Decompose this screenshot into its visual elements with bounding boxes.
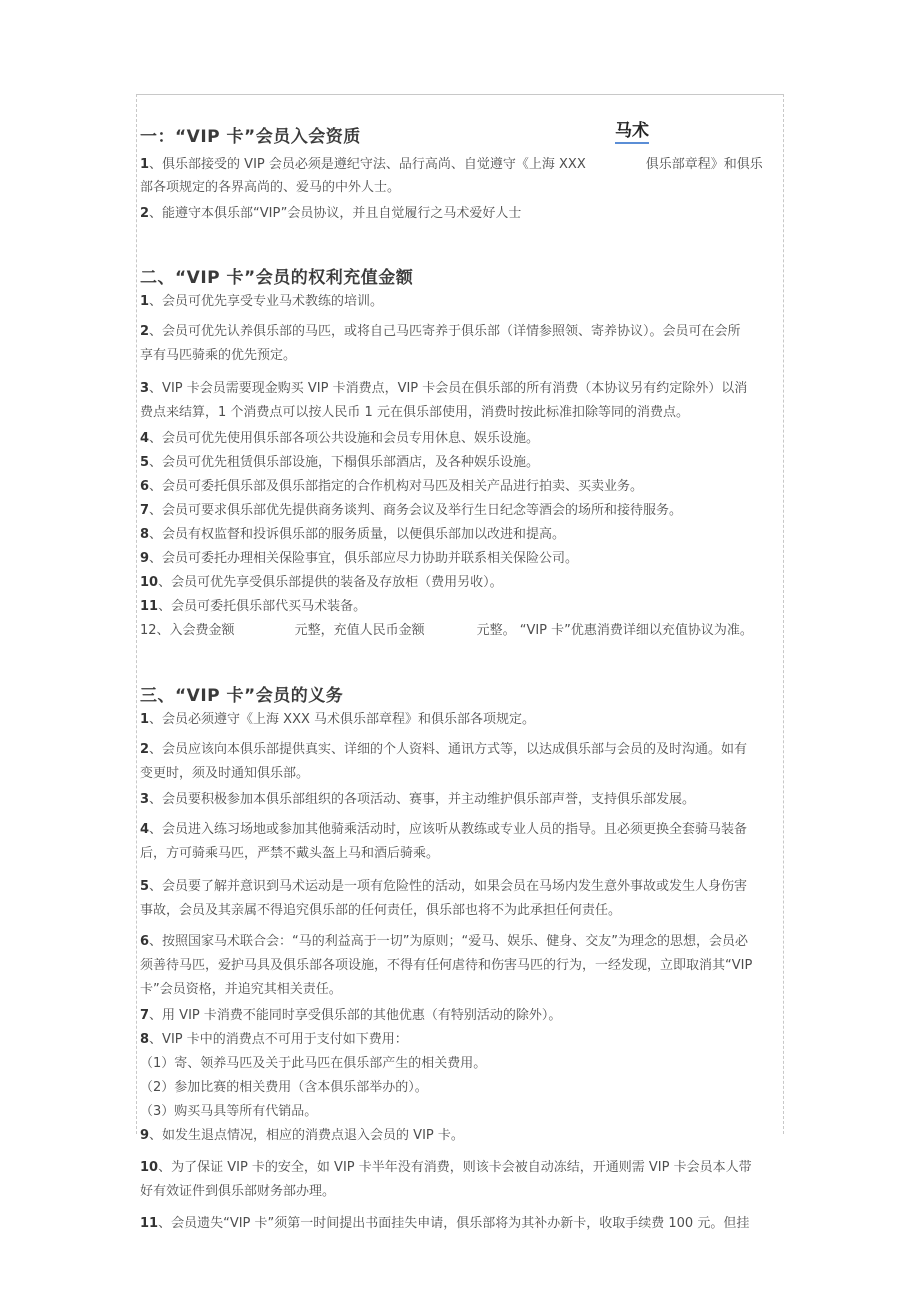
paragraph-line xyxy=(140,595,788,619)
paragraph-line xyxy=(140,930,788,954)
paragraph-line xyxy=(140,1052,788,1076)
line-text: 、会员可优先租赁俱乐部设施，下榻俱乐部酒店，及各种娱乐设施。 xyxy=(149,455,540,470)
paragraph-line xyxy=(140,1028,788,1052)
line-text: 、会员可委托办理相关保险事宜，俱乐部应尽力协助并联系相关保险公司。 xyxy=(149,551,579,566)
paragraph-line xyxy=(140,842,788,866)
line-text: 、会员遗失“VIP 卡”须第一时间提出书面挂失申请，俱乐部将为其补办新卡，收取手续费 100 元。但挂 xyxy=(158,1216,750,1231)
paragraph-line xyxy=(140,708,788,732)
paragraph-line xyxy=(140,427,788,451)
item-number: 6 xyxy=(140,479,150,494)
item-number: 5 xyxy=(140,879,150,894)
paragraph-line xyxy=(140,499,788,523)
item-number: 10 xyxy=(140,1160,159,1175)
item-number: 9 xyxy=(140,551,150,566)
paragraph-line xyxy=(140,762,788,786)
item-number: 1 xyxy=(140,157,150,172)
section-title: 二、“VIP 卡”会员的权利充值金额 xyxy=(140,268,414,288)
line-text: （3）购买马具等所有代销品。 xyxy=(140,1104,318,1119)
line-text: 、俱乐部接受的 VIP 会员必须是遵纪守法、品行高尚、自觉遵守《上海 XXX xyxy=(149,157,586,172)
line-text: 、会员要积极参加本俱乐部组织的各项活动、赛事，并主动维护俱乐部声誉，支持俱乐部发展。 xyxy=(149,792,696,807)
paragraph-line xyxy=(140,1100,788,1124)
item-number: 11 xyxy=(140,599,159,614)
paragraph-line xyxy=(140,290,788,314)
line-text: 俱乐部章程》和俱乐 xyxy=(645,157,763,172)
line-text: 元整。 “VIP 卡”优惠消费详细以充值协议为准。 xyxy=(476,623,753,638)
item-number: 1 xyxy=(140,294,150,309)
item-number: 12 xyxy=(140,623,157,638)
paragraph-line xyxy=(140,875,788,899)
item-number: 3 xyxy=(140,381,150,396)
line-text: （1）寄、领养马匹及关于此马匹在俱乐部产生的相关费用。 xyxy=(140,1056,487,1071)
item-number: 2 xyxy=(140,206,150,221)
line-text: 变更时，须及时通知俱乐部。 xyxy=(140,766,310,781)
line-text: 、VIP 卡中的消费点不可用于支付如下费用： xyxy=(149,1032,408,1047)
line-text: 、会员可委托俱乐部代买马术装备。 xyxy=(158,599,367,614)
line-text: 、会员可优先享受专业马术教练的培训。 xyxy=(149,294,384,309)
paragraph-line xyxy=(140,523,788,547)
line-text: 部各项规定的各界高尚的、爱马的中外人士。 xyxy=(140,180,401,195)
paragraph-line xyxy=(140,1156,788,1180)
paragraph-line xyxy=(140,344,788,368)
line-text: （2）参加比赛的相关费用（含本俱乐部举办的）。 xyxy=(140,1080,428,1095)
line-text: 、会员必须遵守《上海 XXX 马术俱乐部章程》和俱乐部各项规定。 xyxy=(149,712,536,727)
paragraph-line xyxy=(140,738,788,762)
line-text: 费点来结算，1 个消费点可以按人民币 1 元在俱乐部使用，消费时按此标准扣除等同的消费点。 xyxy=(140,405,689,420)
line-text: 、VIP 卡会员需要现金购买 VIP 卡消费点，VIP 卡会员在俱乐部的所有消费（本协议另有约定除外）以消 xyxy=(149,381,748,396)
paragraph-line xyxy=(140,899,788,923)
line-text: 、能遵守本俱乐部“VIP”会员协议，并且自觉履行之马术爱好人士 xyxy=(149,206,522,221)
paragraph-line xyxy=(140,978,788,1002)
line-text: 须善待马匹，爱护马具及俱乐部各项设施，不得有任何虐待和伤害马匹的行为，一经发现，立即取消其“VIP xyxy=(140,958,753,973)
paragraph-line xyxy=(140,202,788,226)
item-number: 5 xyxy=(140,455,150,470)
paragraph-line xyxy=(140,818,788,842)
paragraph-line xyxy=(140,1124,788,1148)
item-number: 7 xyxy=(140,503,150,518)
paragraph-line xyxy=(140,547,788,571)
line-text: 、会员可优先使用俱乐部各项公共设施和会员专用休息、娱乐设施。 xyxy=(149,431,540,446)
item-number: 6 xyxy=(140,934,150,949)
line-text: 事故，会员及其亲属不得追究俱乐部的任何责任，俱乐部也将不为此承担任何责任。 xyxy=(140,903,622,918)
paragraph-line xyxy=(140,153,788,177)
line-text: 、会员可委托俱乐部及俱乐部指定的合作机构对马匹及相关产品进行拍卖、买卖业务。 xyxy=(149,479,644,494)
line-text: 、如发生退点情况，相应的消费点退入会员的 VIP 卡。 xyxy=(149,1128,464,1143)
item-number: 8 xyxy=(140,1032,150,1047)
paragraph-line xyxy=(140,1180,788,1204)
brand-title: 马术 xyxy=(615,120,649,144)
item-number: 11 xyxy=(140,1216,159,1231)
paragraph-line xyxy=(140,377,788,401)
item-number: 4 xyxy=(140,431,150,446)
item-number: 9 xyxy=(140,1128,150,1143)
paragraph-line xyxy=(140,401,788,425)
paragraph-line xyxy=(140,1212,788,1236)
paragraph-line xyxy=(140,571,788,595)
paragraph-line xyxy=(140,176,788,200)
line-text: 享有马匹骑乘的优先预定。 xyxy=(140,348,297,363)
line-text: 、用 VIP 卡消费不能同时享受俱乐部的其他优惠（有特别活动的除外）。 xyxy=(149,1008,562,1023)
section-title: 三、“VIP 卡”会员的义务 xyxy=(140,686,344,706)
item-number: 3 xyxy=(140,792,150,807)
item-number: 8 xyxy=(140,527,150,542)
line-text: 、会员进入练习场地或参加其他骑乘活动时，应该听从教练或专业人员的指导。且必须更换全套骑马装备 xyxy=(149,822,748,837)
line-text: 卡”会员资格，并追究其相关责任。 xyxy=(140,982,342,997)
section-title: 一：“VIP 卡”会员入会资质 xyxy=(140,127,361,147)
line-text: 、会员有权监督和投诉俱乐部的服务质量，以便俱乐部加以改进和提高。 xyxy=(149,527,566,542)
line-text: 好有效证件到俱乐部财务部办理。 xyxy=(140,1184,336,1199)
paragraph-line xyxy=(140,619,788,643)
item-number: 2 xyxy=(140,324,150,339)
item-number: 10 xyxy=(140,575,159,590)
paragraph-line xyxy=(140,451,788,475)
item-number: 2 xyxy=(140,742,150,757)
paragraph-line xyxy=(140,1004,788,1028)
paragraph-line xyxy=(140,320,788,344)
line-text: 、会员可优先认养俱乐部的马匹，或将自己马匹寄养于俱乐部（详情参照领、寄养协议）。会员可在会所 xyxy=(149,324,741,339)
line-text: 、会员要了解并意识到马术运动是一项有危险性的活动，如果会员在马场内发生意外事故或发生人身伤害 xyxy=(149,879,748,894)
item-number: 7 xyxy=(140,1008,150,1023)
paragraph-line xyxy=(140,475,788,499)
item-number: 4 xyxy=(140,822,150,837)
line-text: 、会员可要求俱乐部优先提供商务谈判、商务会议及举行生日纪念等酒会的场所和接待服务。 xyxy=(149,503,683,518)
paragraph-line xyxy=(140,954,788,978)
line-text: 、按照国家马术联合会：“马的利益高于一切”为原则；“爱马、娱乐、健身、交友”为理念的思想，会员必 xyxy=(149,934,748,949)
paragraph-line xyxy=(140,788,788,812)
item-number: 1 xyxy=(140,712,150,727)
line-text: 、会员应该向本俱乐部提供真实、详细的个人资料、通讯方式等，以达成俱乐部与会员的及时沟通。如有 xyxy=(149,742,748,757)
line-text: 、会员可优先享受俱乐部提供的装备及存放柜（费用另收）。 xyxy=(158,575,503,590)
line-text: 、为了保证 VIP 卡的安全，如 VIP 卡半年没有消费，则该卡会被自动冻结，开通则需 VIP 卡会员本人带 xyxy=(158,1160,752,1175)
line-text: 、入会费金额 xyxy=(156,623,235,638)
line-text: 后，方可骑乘马匹，严禁不戴头盔上马和酒后骑乘。 xyxy=(140,846,440,861)
line-text: 元整，充值人民币金额 xyxy=(294,623,425,638)
paragraph-line xyxy=(140,1076,788,1100)
